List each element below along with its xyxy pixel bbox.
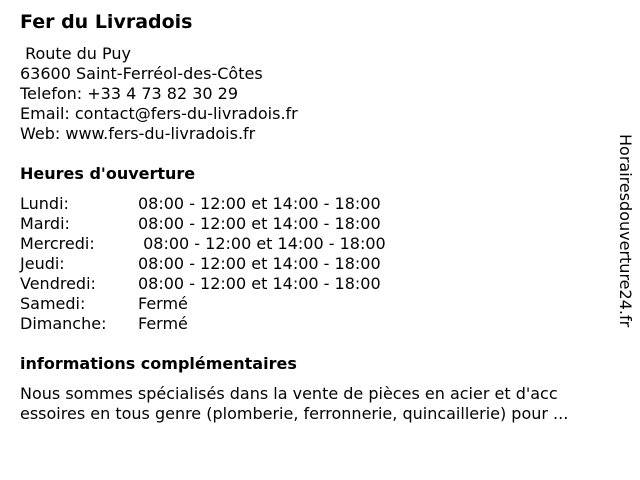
shop-name: Fer du Livradois [20,11,193,33]
website: Web: www.fers-du-livradois.fr [20,124,256,143]
day-hours: 08:00 - 12:00 et 14:00 - 18:00 [138,274,381,293]
day-label: Vendredi: [20,274,96,293]
description-text [20,384,625,424]
day-hours: 08:00 - 12:00 et 14:00 - 18:00 [138,234,386,253]
site-watermark [612,134,636,346]
hours-row-monday [20,194,386,214]
hours-row-wednesday [20,234,386,254]
phone-number: Telefon: +33 4 73 82 30 29 [20,84,239,103]
hours-row-sunday [20,314,386,334]
day-hours: 08:00 - 12:00 et 14:00 - 18:00 [138,194,381,213]
postal-city: 63600 Saint-Ferréol-des-Côtes [20,64,263,83]
day-hours: Fermé [138,314,188,333]
day-label: Samedi: [20,294,86,313]
opening-hours-heading: Heures d'ouverture [20,164,196,183]
opening-hours-table [20,194,386,334]
hours-row-saturday [20,294,386,314]
street-address: Route du Puy [20,44,131,63]
hours-row-friday [20,274,386,294]
description-line: essoires en tous genre (plomberie, ferronnerie, quincaillerie) pour ... [20,404,569,423]
additional-info-heading: informations complémentaires [20,354,297,373]
day-label: Jeudi: [20,254,65,273]
day-label: Mercredi: [20,234,95,253]
day-hours: 08:00 - 12:00 et 14:00 - 18:00 [138,214,381,233]
day-hours: Fermé [138,294,188,313]
day-label: Mardi: [20,214,70,233]
day-hours: 08:00 - 12:00 et 14:00 - 18:00 [138,254,381,273]
watermark-text: Horairesdouverture24.fr [616,134,635,328]
description-line: Nous sommes spécialisés dans la vente de pièces en acier et d'acc [20,384,558,403]
hours-row-tuesday [20,214,386,234]
contact-block [20,44,298,144]
hours-row-thursday [20,254,386,274]
day-label: Dimanche: [20,314,107,333]
email-address: Email: contact@fers-du-livradois.fr [20,104,298,123]
day-label: Lundi: [20,194,69,213]
